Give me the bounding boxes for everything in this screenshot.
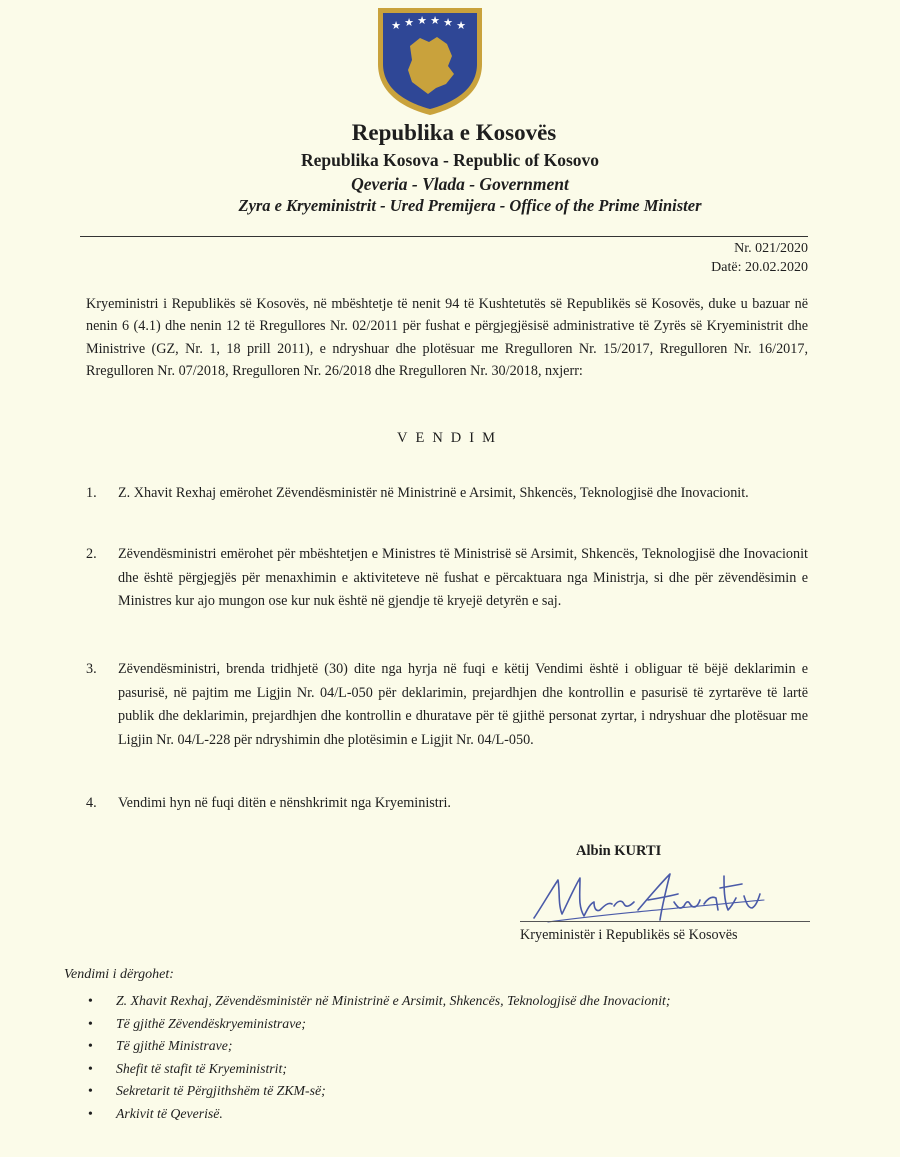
header-republic-multilingual: Republika Kosova - Republic of Kosovo bbox=[300, 150, 600, 170]
header-office: Zyra e Kryeministrit - Ured Premijera - Office of the Prime Minister bbox=[238, 196, 702, 215]
distribution-recipient: Z. Xhavit Rexhaj, Zëvendësministër në Ministrinë e Arsimit, Shkencës, Teknologjisë dhe Inovacionit; bbox=[116, 993, 671, 1008]
decision-item bbox=[86, 543, 808, 614]
decision-item-text: Z. Xhavit Rexhaj emërohet Zëvendësministër në Ministrinë e Arsimit, Shkencës, Teknologjisë dhe Inovacionit. bbox=[118, 485, 749, 501]
decision-item-number: 3. bbox=[86, 661, 97, 677]
handwritten-signature-icon bbox=[528, 866, 768, 926]
decision-title: VENDIM bbox=[397, 430, 503, 446]
distribution-recipient: Shefit të stafit të Kryeministrit; bbox=[116, 1060, 287, 1076]
list-item bbox=[64, 1080, 784, 1101]
intro-paragraph: Kryeministri i Republikës së Kosovës, në mbështetje të nenit 94 të Kushtetutës së Republikës së Kosovës, duke u bazuar në nenin 6 (4.1) dhe nenin 12 të Rregullores Nr. 02/2011 për fushat e përgjegjësisë administrative të Zyrës së Kryeministrit dhe Ministrive (GZ, Nr. 1, 18 prill 2011), e ndryshuar dhe plotësuar me Rregulloren Nr. 15/2017, Rregulloren Nr. 16/2017, Rregulloren Nr. 07/2018, Rregulloren Nr. 26/2018 dhe Rregulloren Nr. 30/2018, nxjerr: bbox=[86, 296, 808, 379]
list-item bbox=[64, 1058, 784, 1079]
reference-date: Datë: 20.02.2020 bbox=[711, 260, 808, 275]
kosovo-coat-of-arms-icon bbox=[374, 4, 486, 118]
header-republic-albanian: Republika e Kosovës bbox=[351, 120, 557, 145]
header-divider bbox=[80, 236, 808, 237]
decision-item bbox=[86, 792, 808, 816]
list-item bbox=[64, 1035, 784, 1056]
decision-item-text: Zëvendësministri, brenda tridhjetë (30) dite nga hyrja në fuqi e këtij Vendimi është i obliguar të bëjë deklarimin e pasurisë, në pajtim me Ligjin Nr. 04/L-050 për deklarimin, prejardhjen dhe kontrollin e pasurisë të zyrtarëve të lartë publik dhe deklarimin, prejardhjen dhe kontrollin e dhuratave për të gjithë personat zyrtar, i ndryshuar dhe plotësuar me Ligjin Nr. 04/L-228 për ndryshimin dhe plotësimin e Ligjit Nr. 04/L-050. bbox=[118, 661, 808, 748]
bullet-icon: • bbox=[88, 1083, 93, 1098]
bullet-icon: • bbox=[88, 1015, 93, 1031]
reference-number: Nr. 021/2020 bbox=[734, 241, 808, 256]
distribution-recipient: Të gjithë Zëvendëskryeministrave; bbox=[116, 1015, 307, 1031]
bullet-icon: • bbox=[88, 1105, 93, 1121]
bullet-icon: • bbox=[88, 1060, 93, 1076]
distribution-recipient: Arkivit të Qeverisë. bbox=[116, 1105, 223, 1121]
signer-name: Albin KURTI bbox=[576, 843, 662, 859]
signer-title: Kryeministër i Republikës së Kosovës bbox=[520, 927, 738, 943]
svg-text:★: ★ bbox=[430, 14, 440, 27]
decision-item-text: Vendimi hyn në fuqi ditën e nënshkrimit nga Kryeministri. bbox=[118, 795, 451, 811]
svg-text:★: ★ bbox=[443, 16, 453, 29]
svg-text:★: ★ bbox=[417, 14, 427, 27]
decision-item-number: 4. bbox=[86, 795, 97, 811]
svg-text:★: ★ bbox=[391, 19, 401, 32]
list-item bbox=[64, 1103, 784, 1124]
decision-item-number: 1. bbox=[86, 485, 97, 501]
list-item bbox=[64, 990, 784, 1011]
svg-text:★: ★ bbox=[456, 19, 466, 32]
bullet-icon: • bbox=[88, 993, 93, 1008]
distribution-list bbox=[64, 990, 784, 1125]
decision-item bbox=[86, 658, 808, 752]
signature-line bbox=[520, 921, 810, 922]
svg-text:★: ★ bbox=[404, 16, 414, 29]
list-item bbox=[64, 1013, 784, 1034]
header-government: Qeveria - Vlada - Government bbox=[351, 174, 569, 194]
distribution-recipient: Sekretarit të Përgjithshëm të ZKM-së; bbox=[116, 1083, 326, 1098]
distribution-recipient: Të gjithë Ministrave; bbox=[116, 1038, 233, 1053]
distribution-title: Vendimi i dërgohet: bbox=[64, 967, 174, 982]
decision-item bbox=[86, 482, 808, 506]
decision-item-number: 2. bbox=[86, 546, 97, 562]
decision-item-text: Zëvendësministri emërohet për mbështetjen e Ministres të Ministrisë së Arsimit, Shkencës, Teknologjisë dhe Inovacionit dhe është përgjegjës për menaxhimin e aktiviteteve në fushat e përcaktuara nga Ministrja, si dhe për zëvendësimin e Ministres kur ajo mungon ose kur nuk është në gjendje të kryejë detyrën e saj. bbox=[118, 546, 808, 609]
bullet-icon: • bbox=[88, 1038, 93, 1053]
